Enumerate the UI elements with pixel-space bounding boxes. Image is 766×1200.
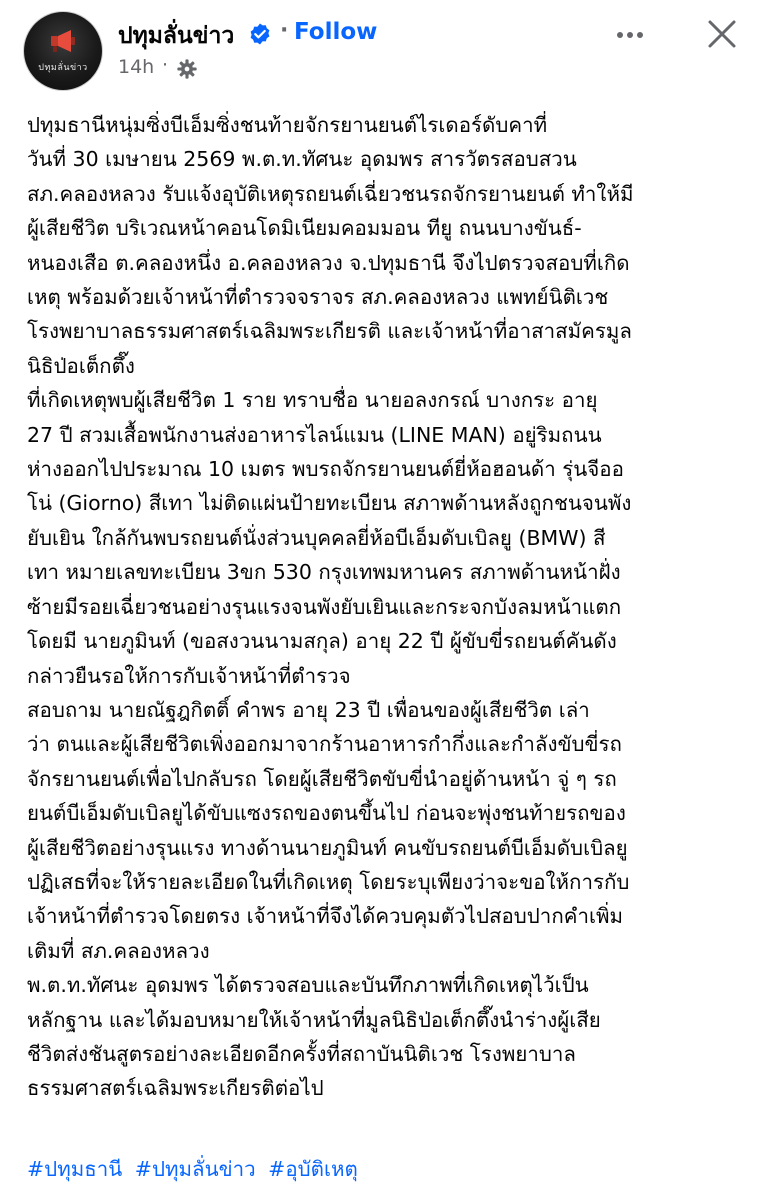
public-gear-icon[interactable]: [176, 58, 198, 80]
post-line: หนองเสือ ต.คลองหนึ่ง อ.คลองหลวง จ.ปทุมธานี จึงไปตรวจสอบที่เกิด: [27, 250, 630, 275]
post-line: เติมที่ สภ.คลองหลวง: [27, 938, 210, 963]
megaphone-icon: [49, 28, 77, 54]
post-line: ซ้ายมีรอยเฉี่ยวชนอย่างรุนแรงจนพังยับเยินและกระจกบังลมหน้าแตก: [27, 594, 622, 619]
post-line: ที่เกิดเหตุพบผู้เสียชีวิต 1 ราย ทราบชื่อ นายอลงกรณ์ บางกระ อายุ: [27, 388, 598, 413]
hashtag-row: [27, 1152, 364, 1186]
post-line: ชีวิตส่งชันสูตรอย่างละเอียดอีกครั้งที่สถาบันนิติเวช โรงพยาบาล: [27, 1041, 576, 1066]
follow-button[interactable]: Follow: [294, 19, 378, 45]
post-line: ผู้เสียชีวิตอย่างรุนแรง ทางด้านนายภูมินท์ คนขับรถยนต์บีเอ็มดับเบิลยู: [27, 835, 628, 860]
page-name-link[interactable]: ปทุมลั่นข่าว: [118, 23, 235, 49]
post-text: [27, 108, 747, 1106]
post-line: ยับเยิน ใกล้กันพบรถยนต์นั่งส่วนบุคคลยี่ห้อบีเอ็มดับเบิลยู (BMW) สี: [27, 525, 606, 550]
more-options-icon[interactable]: [612, 20, 648, 50]
meta-separator: ·: [162, 54, 169, 76]
post-line: หลักฐาน และได้มอบหมายให้เจ้าหน้าที่มูลนิธิป่อเต็กตึ๊งนำร่างผู้เสีย: [27, 1007, 601, 1032]
post-line: ยนต์บีเอ็มดับเบิลยูได้ขับแซงรถของตนขึ้นไป ก่อนจะพุ่งชนท้ายรถของ: [27, 801, 626, 826]
post-line: สภ.คลองหลวง รับแจ้งอุบัติเหตุรถยนต์เฉี่ยวชนรถจักรยานยนต์ ทำให้มี: [27, 181, 634, 206]
post-line: เหตุ พร้อมด้วยเจ้าหน้าที่ตำรวจจราจร สภ.คลองหลวง แพทย์นิติเวช: [27, 285, 609, 310]
post-line: ธรรมศาสตร์เฉลิมพระเกียรติต่อไป: [27, 1076, 324, 1101]
post-line: โดยมี นายภูมินท์ (ขอสงวนนามสกุล) อายุ 22 ปี ผู้ขับขี่รถยนต์คันดัง: [27, 629, 617, 654]
post-line: นิธิป่อเต็กตึ๊ง: [27, 353, 135, 378]
post-line: เจ้าหน้าที่ตำรวจโดยตรง เจ้าหน้าที่จึงได้ควบคุมตัวไปสอบปากคำเพิ่ม: [27, 904, 623, 929]
post-line: โน่ (Giorno) สีเทา ไม่ติดแผ่นป้ายทะเบียน สภาพด้านหลังถูกชนจนพัง: [27, 491, 632, 516]
header-separator: ·: [280, 18, 289, 43]
post-line: พ.ต.ท.ทัศนะ อุดมพร ได้ตรวจสอบและบันทึกภาพที่เกิดเหตุไว้เป็น: [27, 973, 589, 998]
post-line: เทา หมายเลขทะเบียน 3ขก 530 กรุงเทพมหานคร สภาพด้านหน้าฝั่ง: [27, 560, 621, 585]
post-line: จักรยานยนต์เพื่อไปกลับรถ โดยผู้เสียชีวิตขับขี่นำอยู่ด้านหน้า จู่ ๆ รถ: [27, 766, 617, 791]
avatar-logo-text: ปทุมลั่นข่าว: [38, 63, 88, 73]
post-line: ปทุมธานีหนุ่มซิ่งบีเอ็มซิ่งชนท้ายจักรยานยนต์ไรเดอร์ดับคาที่: [27, 113, 548, 137]
post-line: สอบถาม นายณัฐฎกิตติ์ คำพร อายุ 23 ปี เพื่อนของผู้เสียชีวิต เล่า: [27, 697, 590, 722]
hashtag-link[interactable]: #ปทุมลั่นข่าว: [134, 1157, 256, 1181]
post-line: โรงพยาบาลธรรมศาสตร์เฉลิมพระเกียรติ และเจ้าหน้าที่อาสาสมัครมูล: [27, 319, 632, 344]
post-header: [0, 0, 766, 100]
post-line: ปฏิเสธที่จะให้รายละเอียดในที่เกิดเหตุ โดยระบุเพียงว่าจะขอให้การกับ: [27, 869, 630, 894]
post-line: กล่าวยืนรอให้การกับเจ้าหน้าที่ตำรวจ: [27, 663, 351, 688]
post-line: 27 ปี สวมเสื้อพนักงานส่งอาหารไลน์แมน (LINE MAN) อยู่ริมถนน: [27, 422, 602, 447]
close-icon[interactable]: [704, 16, 740, 52]
post-line: วันที่ 30 เมษายน 2569 พ.ต.ท.ทัศนะ อุดมพร สารวัตรสอบสวน: [27, 147, 577, 172]
hashtag-link[interactable]: #อุบัติเหตุ: [268, 1157, 358, 1181]
hashtag-link[interactable]: #ปทุมธานี: [27, 1157, 123, 1181]
page-avatar[interactable]: [24, 12, 102, 90]
post-timestamp[interactable]: 14h: [118, 56, 155, 78]
post-line: ห่างออกไปประมาณ 10 เมตร พบรถจักรยานยนต์ยี่ห้อฮอนด้า รุ่นจีออ: [27, 457, 624, 482]
post-line: ผู้เสียชีวิต บริเวณหน้าคอนโดมิเนียมคอมมอน ทียู ถนนบางขันธ์-: [27, 216, 582, 241]
post-line: ว่า ตนและผู้เสียชีวิตเพิ่งออกมาจากร้านอาหารกำกึ่งและกำลังขับขี่รถ: [27, 732, 622, 757]
verified-badge-icon: [248, 22, 272, 46]
